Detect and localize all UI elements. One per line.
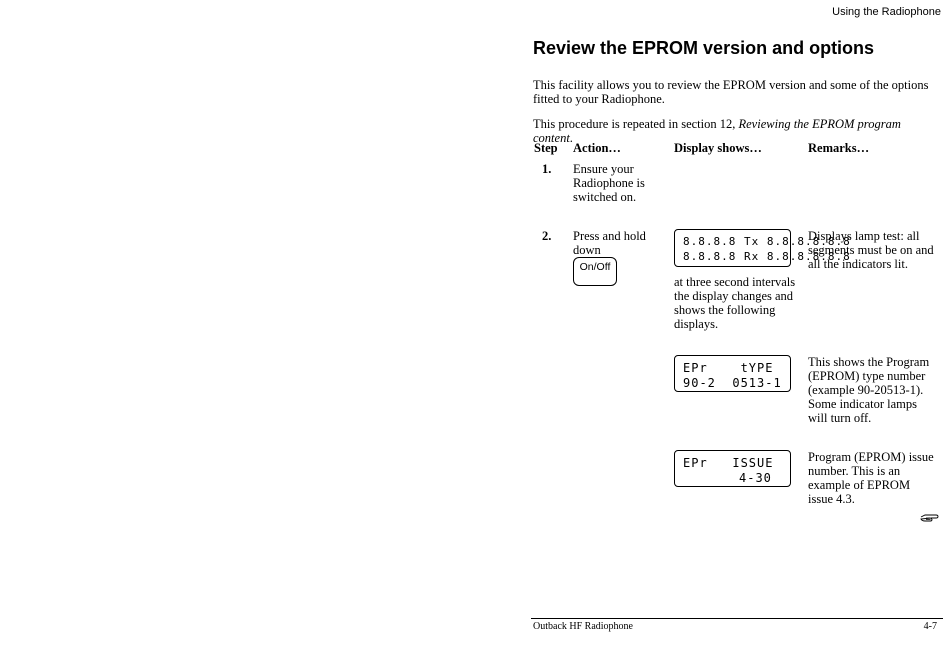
type-display-line-1: EPr tYPE (683, 361, 774, 375)
issue-display-line-2: 4-30 (739, 471, 772, 485)
header-display: Display shows… (674, 141, 762, 155)
step-2-action: Press and hold down (573, 229, 646, 257)
type-remark: This shows the Program (EPROM) type number (example 90-20513-1). Some indicator lamps will turn off. (808, 355, 930, 425)
step-1-action: Ensure your Radiophone is switched on. (573, 162, 645, 204)
step-2-number: 2. (542, 229, 552, 243)
footer-product: Outback HF Radiophone (533, 621, 633, 632)
header-step: Step (534, 141, 558, 155)
footer-rule (531, 618, 943, 619)
cross-reference: Reviewing the EPROM program content (533, 117, 901, 145)
repeat-prefix: This procedure is repeated in section 12, (533, 117, 739, 131)
type-display-line-2: 90-2 0513-1 (683, 376, 782, 390)
page-number: 4-7 (923, 621, 937, 632)
on-off-key: On/Off (573, 257, 617, 286)
pointing-hand-icon (920, 511, 940, 525)
repeat-suffix: . (569, 131, 573, 145)
header-remarks: Remarks… (808, 141, 870, 155)
issue-display-line-1: EPr ISSUE (683, 456, 774, 470)
lamp-test-line-2: 8.8.8.8 Rx 8.8.8.8.8.8 (683, 250, 851, 263)
intro-paragraph: This facility allows you to review the EPROM version and some of the options fitted to your Radiophone. (533, 78, 929, 106)
lamp-test-remark: Displays lamp test: all segments must be on and all the indicators lit. (808, 229, 934, 271)
eprom-type-display (674, 355, 791, 392)
interval-note: at three second intervals the display changes and shows the following displays. (674, 275, 796, 331)
page-title: Review the EPROM version and options (533, 38, 875, 58)
running-header: Using the Radiophone (832, 6, 941, 18)
step-1-number: 1. (542, 162, 552, 176)
eprom-issue-display (674, 450, 791, 487)
issue-remark: Program (EPROM) issue number. This is an example of EPROM issue 4.3. (808, 450, 934, 506)
lamp-test-display (674, 229, 851, 267)
lamp-test-line-1: 8.8.8.8 Tx 8.8.8.8.8.8 (683, 235, 851, 248)
header-action: Action… (573, 141, 621, 155)
